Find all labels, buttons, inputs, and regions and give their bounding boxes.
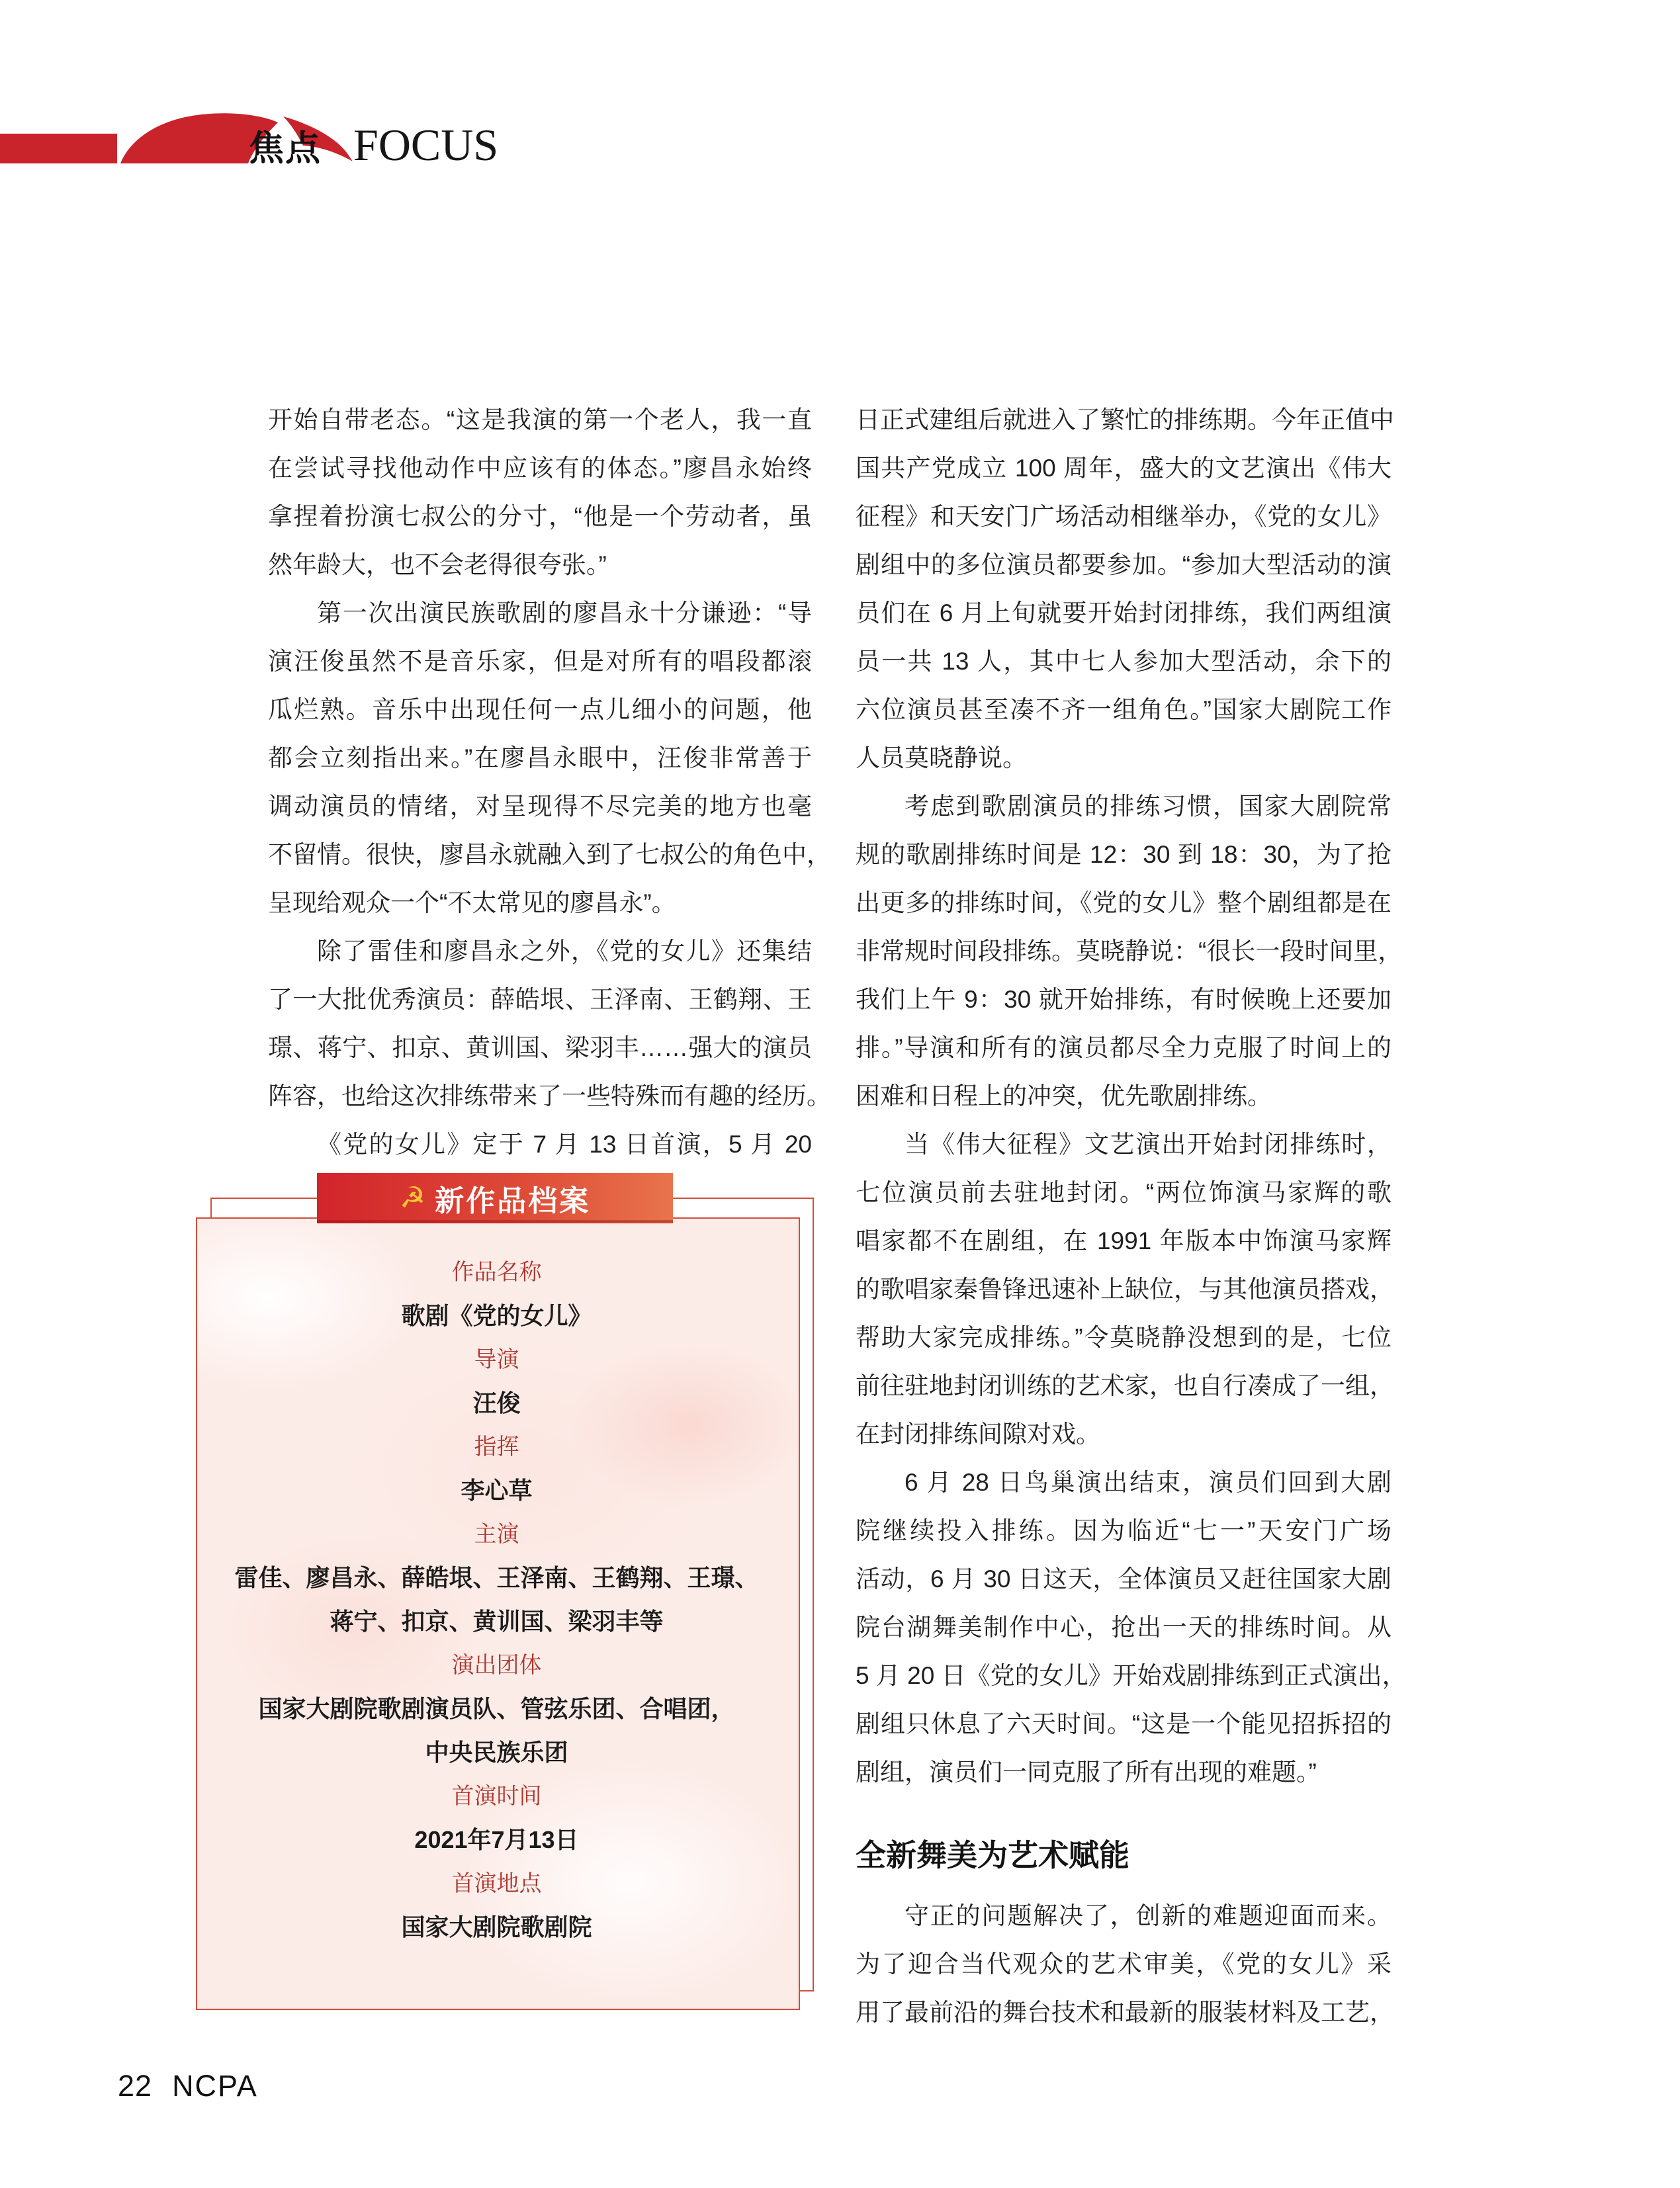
card-field-label: 指挥 bbox=[474, 1434, 519, 1460]
article-line: 征程》和天安门广场活动相继举办，《党的女儿》 bbox=[856, 503, 1392, 530]
article-line: 前往驻地封闭训练的艺术家，也自行凑成了一组， bbox=[856, 1372, 1394, 1399]
article-line: 第一次出演民族歌剧的廖昌永十分谦逊：“导 bbox=[317, 599, 812, 627]
article-line: 然年龄大，也不会老得很夸张。” bbox=[268, 551, 607, 578]
card-title-banner bbox=[317, 1173, 673, 1223]
section-title-cn: 焦点 bbox=[249, 129, 322, 168]
article-line: 在封闭排练间隙对戏。 bbox=[856, 1421, 1100, 1448]
card-field-label: 导演 bbox=[474, 1347, 519, 1372]
card-field-value: 汪俊 bbox=[472, 1389, 521, 1417]
card-field-value: 国家大剧院歌剧演员队、管弦乐团、合唱团， bbox=[258, 1695, 735, 1722]
article-line: 剧组只休息了六天时间。“这是一个能见招拆招的 bbox=[856, 1710, 1392, 1737]
article-line: 规的歌剧排练时间是 12：30 到 18：30，为了抢 bbox=[856, 841, 1392, 868]
article-line: 我们上午 9：30 就开始排练，有时候晚上还要加 bbox=[856, 986, 1392, 1013]
card-field-value: 雷佳、廖昌永、薛皓垠、王泽南、王鹤翔、王璟、 bbox=[234, 1564, 759, 1591]
article-line: 开始自带老态。“这是我演的第一个老人，我一直 bbox=[268, 406, 812, 433]
article-line: 呈现给观众一个“不太常见的廖昌永”。 bbox=[268, 889, 676, 916]
header-red-bar bbox=[0, 134, 117, 163]
article-line: 非常规时间段排练。莫晓静说：“很长一段时间里， bbox=[856, 938, 1403, 965]
article-line: 出更多的排练时间，《党的女儿》整个剧组都是在 bbox=[856, 889, 1392, 916]
card-field-label: 主演 bbox=[474, 1522, 519, 1547]
card-field-value: 李心草 bbox=[461, 1477, 533, 1504]
card-field-value: 歌剧《党的女儿》 bbox=[401, 1302, 592, 1329]
card-fields bbox=[197, 1250, 796, 1949]
article-line: 5 月 20 日《党的女儿》开始戏剧排练到正式演出， bbox=[856, 1662, 1407, 1689]
article-line: 员一共 13 人，其中七人参加大型活动，余下的 bbox=[856, 648, 1392, 675]
card-field-label: 作品名称 bbox=[451, 1260, 542, 1285]
article-line: 帮助大家完成排练。”令莫晓静没想到的是，七位 bbox=[856, 1324, 1392, 1351]
card-title: 新作品档案 bbox=[435, 1185, 591, 1217]
article-line: 演汪俊虽然不是音乐家，但是对所有的唱段都滚 bbox=[268, 648, 812, 675]
article-line: 日正式建组后就进入了繁忙的排练期。今年正值中 bbox=[856, 406, 1394, 433]
page-number: 22 bbox=[118, 2069, 153, 2103]
article-line: 院台湖舞美制作中心，抢出一天的排练时间。从 bbox=[856, 1614, 1392, 1641]
article-line: 院继续投入排练。因为临近“七一”天安门广场 bbox=[856, 1517, 1392, 1544]
article-line: 困难和日程上的冲突，优先歌剧排练。 bbox=[856, 1082, 1272, 1110]
section-title-en: FOCUS bbox=[353, 120, 499, 170]
article-line: 在尝试寻找他动作中应该有的体态。”廖昌永始终 bbox=[268, 455, 812, 482]
article-right-lines-after bbox=[856, 1892, 1392, 2036]
card-field-label: 首演时间 bbox=[451, 1784, 542, 1809]
party-emblem-icon: ☭ bbox=[399, 1182, 426, 1214]
article-line: 都会立刻指出来。”在廖昌永眼中，汪俊非常善于 bbox=[268, 744, 812, 771]
article-line: 6 月 28 日鸟巢演出结束，演员们回到大剧 bbox=[905, 1469, 1392, 1496]
article-line: 活动，6 月 30 日这天，全体演员又赶往国家大剧 bbox=[856, 1565, 1392, 1593]
article-line: 守正的问题解决了，创新的难题迎面而来。 bbox=[905, 1902, 1392, 1929]
article-line: 璟、蒋宁、扣京、黄训国、梁羽丰……强大的演员 bbox=[268, 1034, 812, 1061]
article-line: 剧组中的多位演员都要参加。“参加大型活动的演 bbox=[856, 551, 1392, 578]
article-column-right bbox=[856, 396, 1407, 2036]
card-field-value: 2021年7月13日 bbox=[414, 1826, 579, 1853]
article-line: 除了雷佳和廖昌永之外，《党的女儿》还集结 bbox=[317, 938, 812, 965]
article-line: 国共产党成立 100 周年，盛大的文艺演出《伟大 bbox=[856, 455, 1392, 482]
article-line: 用了最前沿的舞台技术和最新的服装材料及工艺， bbox=[856, 1999, 1394, 2026]
article-line: 七位演员前去驻地封闭。“两位饰演马家辉的歌 bbox=[856, 1179, 1392, 1206]
article-line: 六位演员甚至凑不齐一组角色。”国家大剧院工作 bbox=[856, 696, 1392, 723]
card-field-value: 中央民族乐团 bbox=[425, 1739, 568, 1766]
article-line: 当《伟大征程》文艺演出开始封闭排练时， bbox=[905, 1131, 1392, 1158]
article-line: 瓜烂熟。音乐中出现任何一点儿细小的问题，他 bbox=[268, 696, 812, 723]
article-line: 唱家都不在剧组，在 1991 年版本中饰演马家辉 bbox=[856, 1227, 1392, 1254]
article-right-lines bbox=[856, 396, 1407, 1796]
article-line: 不留情。很快，廖昌永就融入到了七叔公的角色中， bbox=[268, 841, 831, 868]
card-field-value: 蒋宁、扣京、黄训国、梁羽丰等 bbox=[330, 1608, 664, 1635]
article-line: 员们在 6 月上旬就要开始封闭排练，我们两组演 bbox=[856, 599, 1392, 627]
article-line: 《党的女儿》定于 7 月 13 日首演，5 月 20 bbox=[317, 1131, 812, 1158]
article-column-left bbox=[268, 396, 831, 1168]
article-line: 考虑到歌剧演员的排练习惯，国家大剧院常 bbox=[905, 793, 1392, 820]
article-line: 了一大批优秀演员：薛皓垠、王泽南、王鹤翔、王 bbox=[268, 986, 812, 1013]
section-heading: 全新舞美为艺术赋能 bbox=[856, 1838, 1129, 1872]
card-field-label: 演出团体 bbox=[451, 1653, 542, 1678]
article-line: 的歌唱家秦鲁锋迅速补上缺位，与其他演员搭戏， bbox=[856, 1276, 1394, 1303]
article-line: 人员莫晓静说。 bbox=[856, 744, 1027, 771]
brand-name: NCPA bbox=[172, 2069, 258, 2103]
page-footer bbox=[118, 2070, 258, 2103]
card-field-label: 首演地点 bbox=[451, 1871, 542, 1896]
article-line: 拿捏着扮演七叔公的分寸，“他是一个劳动者，虽 bbox=[268, 503, 812, 530]
article-line: 剧组，演员们一同克服了所有出现的难题。” bbox=[856, 1759, 1317, 1786]
new-work-archive-card bbox=[196, 1173, 814, 2013]
article-line: 为了迎合当代观众的艺术审美，《党的女儿》采 bbox=[856, 1950, 1392, 1978]
card-field-value: 国家大剧院歌剧院 bbox=[401, 1913, 592, 1941]
article-line: 阵容，也给这次排练带来了一些特殊而有趣的经历。 bbox=[268, 1082, 831, 1110]
article-line: 排。”导演和所有的演员都尽全力克服了时间上的 bbox=[856, 1034, 1392, 1061]
article-line: 调动演员的情绪，对呈现得不尽完美的地方也毫 bbox=[268, 793, 812, 820]
